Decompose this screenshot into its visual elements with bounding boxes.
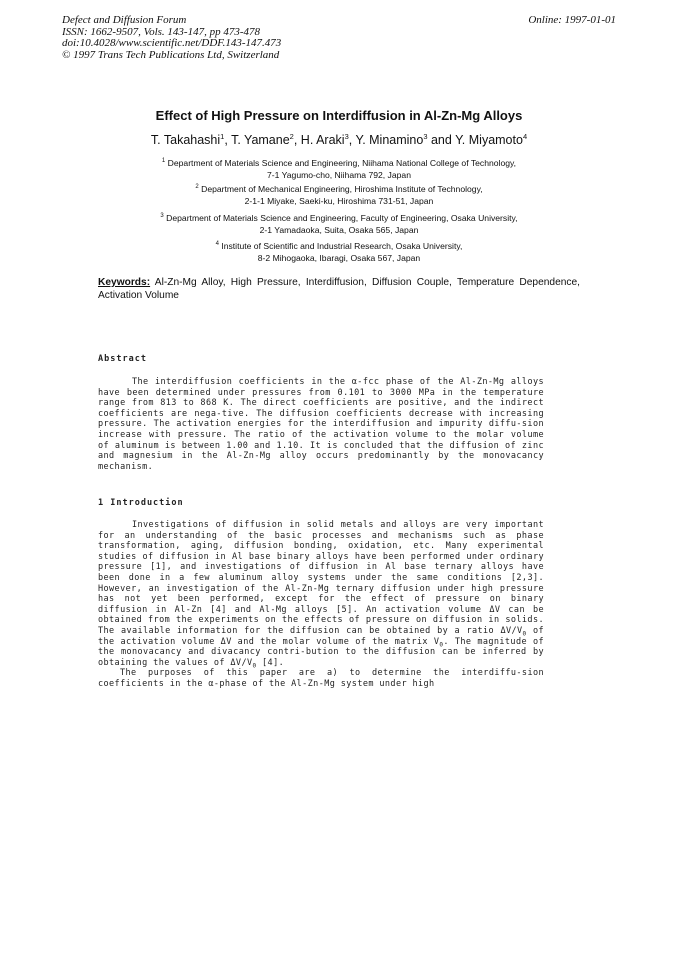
author-name: T. Takahashi bbox=[150, 133, 221, 147]
online-date: Online: 1997-01-01 bbox=[528, 14, 616, 26]
paper-title: Effect of High Pressure on Interdiffusion in Al-Zn-Mg Alloys bbox=[155, 108, 523, 123]
affil-mark: 3 bbox=[160, 213, 164, 220]
affiliation-1 bbox=[0, 157, 678, 181]
journal-name: Defect and Diffusion Forum bbox=[62, 14, 187, 26]
affil-address: 8-2 Mihogaoka, Ibaragi, Osaka 567, Japan bbox=[257, 253, 421, 263]
affil-address: 2-1 Yamadaoka, Suita, Osaka 565, Japan bbox=[259, 225, 419, 235]
intro-text: of the activation volume ΔV and the molar volume of the matrix V bbox=[98, 625, 544, 647]
intro-paragraph-1 bbox=[98, 520, 544, 668]
affil-mark: 4 bbox=[215, 241, 219, 248]
author-separator: , bbox=[348, 133, 356, 147]
subscript: 0 bbox=[522, 630, 527, 638]
affil-address: 2-1-1 Miyake, Saeki-ku, Hiroshima 731-51, Japan bbox=[244, 196, 434, 206]
affil-mark: 2 bbox=[195, 184, 199, 191]
intro-text: . The magnitude of the monovacancy and divacancy contri-bution to the diffusion can be inferred by obtaining the values of ΔV/V bbox=[98, 636, 544, 668]
author-affil-mark: 2 bbox=[289, 131, 294, 141]
subscript: 0 bbox=[439, 641, 444, 649]
keywords bbox=[98, 277, 580, 302]
author-name: Y. Minamino bbox=[355, 133, 424, 147]
author-list bbox=[0, 133, 678, 147]
author-name: Y. Miyamoto bbox=[455, 133, 523, 147]
affil-address: 7-1 Yagumo-cho, Niihama 792, Japan bbox=[267, 170, 411, 180]
section-heading-introduction: 1 Introduction bbox=[98, 498, 184, 508]
author-separator: , bbox=[293, 133, 301, 147]
author-name: H. Araki bbox=[300, 133, 345, 147]
author-separator: and bbox=[427, 133, 456, 147]
copyright-line: © 1997 Trans Tech Publications Ltd, Switzerland bbox=[62, 48, 280, 61]
intro-text: [4]. bbox=[256, 657, 285, 668]
intro-paragraph-2: The purposes of this paper are a) to determine the interdiffu-sion coefficients in the α-phase of the Al-Zn-Mg system under high bbox=[98, 668, 544, 689]
abstract-heading: Abstract bbox=[98, 354, 147, 364]
author-affil-mark: 3 bbox=[344, 131, 349, 141]
author-affil-mark: 4 bbox=[522, 131, 528, 141]
journal-header bbox=[62, 15, 281, 61]
affiliation-4 bbox=[0, 240, 678, 264]
affiliation-2 bbox=[0, 183, 678, 207]
doi-line: doi:10.4028/www.scientific.net/DDF.143-147.473 bbox=[62, 37, 282, 49]
subscript: 0 bbox=[252, 662, 257, 670]
intro-text: Investigations of diffusion in solid metals and alloys are very important for an understanding of the basic processes and mechanisms such as phase transformation, aging, diffusion bonding, oxidation, etc. Many experimental studies of diffusion in Al base binary alloys have been performed under ordinary pressure [1], and investigations of diffusion in Al base ternary alloys have been done in a few aluminum alloy systems under the same conditions [2,3]. However, an investigation of the Al-Zn-Mg ternary diffusion under high pressure has not yet been performed, except for the effect of pressure on binary diffusion in Al-Zn [4] and Al-Mg alloys [5]. An activation volume ΔV can be obtained from the experiments on the effects of pressure on diffusion in solids. The available information for the diffusion can be obtained by a ratio ΔV/V bbox=[98, 520, 544, 636]
keywords-text: Al-Zn-Mg Alloy, High Pressure, Interdiffusion, Diffusion Couple, Temperature Dependence, Activation Volume bbox=[98, 277, 580, 301]
affil-line: Department of Materials Science and Engineering, Niihama National College of Technology, bbox=[167, 158, 517, 168]
affil-mark: 1 bbox=[161, 158, 166, 165]
issn-line: ISSN: 1662-9507, Vols. 143-147, pp 473-478 bbox=[62, 25, 260, 38]
abstract-text: The interdiffusion coefficients in the α-fcc phase of the Al-Zn-Mg alloys have been determined under pressures from 0.101 to 3000 MPa in the temperature range from 813 to 868 K. The direct coefficients are positive, and the indirect coefficients are nega-tive. The diffusion coefficients decrease with increasing pressure. The activation energies for the interdiffusion and impurity diffu-sion increase with pressure. The ratio of the activation volume to the molar volume of aluminum is between 1.00 and 1.10. It is concluded that the diffusion of zinc and magnesium in the Al-Zn-Mg alloy occurs predominantly by the monovacancy mechanism. bbox=[98, 377, 544, 472]
affil-line: Department of Materials Science and Engineering, Faculty of Engineering, Osaka University, bbox=[166, 213, 518, 223]
author-name: T. Yamane bbox=[231, 133, 290, 147]
affil-line: Department of Mechanical Engineering, Hiroshima Institute of Technology, bbox=[201, 184, 483, 194]
author-separator: , bbox=[224, 133, 232, 147]
author-affil-mark: 1 bbox=[220, 131, 225, 141]
keywords-label: Keywords: bbox=[98, 277, 151, 288]
affiliation-3 bbox=[0, 212, 678, 236]
affil-line: Institute of Scientific and Industrial Research, Osaka University, bbox=[221, 241, 463, 251]
author-affil-mark: 3 bbox=[423, 131, 428, 141]
introduction-body bbox=[98, 520, 544, 690]
